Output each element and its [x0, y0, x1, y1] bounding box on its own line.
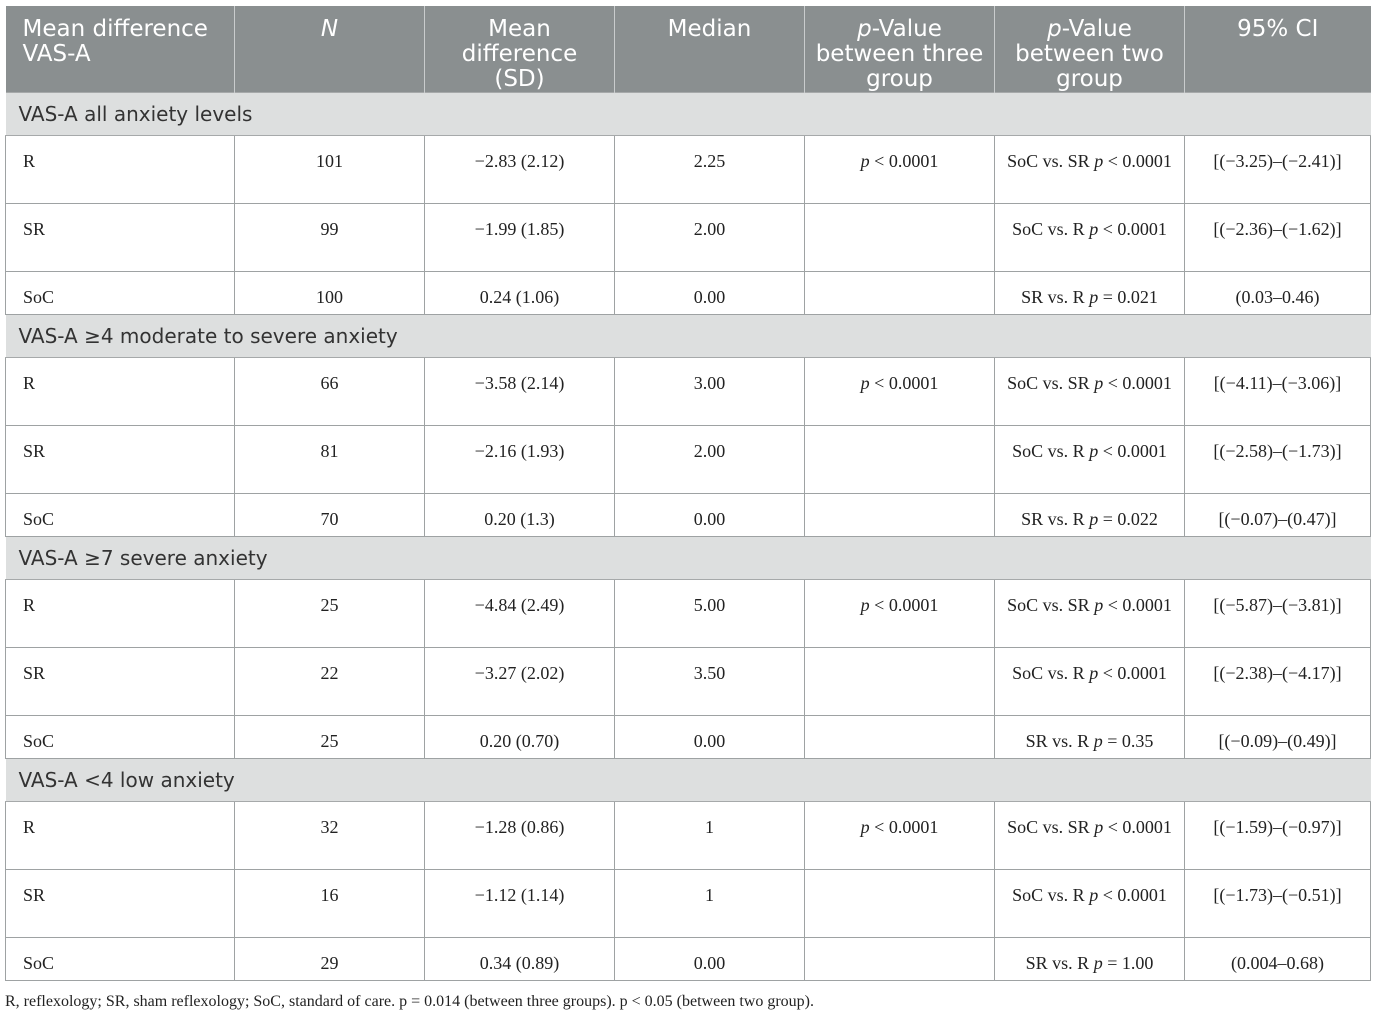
- header-95-ci: 95% CI: [1185, 6, 1371, 93]
- p-two-group-cell: SR vs. R p = 1.00: [995, 938, 1185, 981]
- mean-sd-cell: −2.83 (2.12): [425, 136, 615, 204]
- section-header-row: [6, 537, 1371, 580]
- median-cell: 0.00: [615, 938, 805, 981]
- median-cell: 2.00: [615, 426, 805, 494]
- table-row: [6, 358, 1371, 426]
- header-mean-difference-vas-a: Mean difference VAS-A: [6, 6, 235, 93]
- table-row: [6, 494, 1371, 537]
- group-cell: SoC: [6, 272, 235, 315]
- p-three-group-cell: p < 0.0001: [805, 136, 995, 204]
- n-cell: 22: [235, 648, 425, 716]
- p-three-group-cell: [805, 204, 995, 272]
- header-median: Median: [615, 6, 805, 93]
- mean-sd-cell: −2.16 (1.93): [425, 426, 615, 494]
- table-row: [6, 716, 1371, 759]
- median-cell: 5.00: [615, 580, 805, 648]
- header-p-value-three-group: p-Value between three group: [805, 6, 995, 93]
- ci-cell: [(−0.07)–(0.47)]: [1185, 494, 1371, 537]
- p-two-group-cell: SR vs. R p = 0.022: [995, 494, 1185, 537]
- section-header-row: [6, 315, 1371, 358]
- group-cell: SR: [6, 426, 235, 494]
- median-cell: 0.00: [615, 716, 805, 759]
- median-cell: 2.00: [615, 204, 805, 272]
- n-cell: 16: [235, 870, 425, 938]
- n-cell: 25: [235, 580, 425, 648]
- n-cell: 66: [235, 358, 425, 426]
- table-row: [6, 204, 1371, 272]
- group-cell: R: [6, 802, 235, 870]
- mean-sd-cell: −1.99 (1.85): [425, 204, 615, 272]
- header-mean-difference-sd: Mean difference (SD): [425, 6, 615, 93]
- table-row: [6, 136, 1371, 204]
- p-three-group-cell: [805, 716, 995, 759]
- p-three-group-cell: [805, 426, 995, 494]
- mean-sd-cell: −1.12 (1.14): [425, 870, 615, 938]
- median-cell: 1: [615, 802, 805, 870]
- ci-cell: [(−5.87)–(−3.81)]: [1185, 580, 1371, 648]
- p-three-group-cell: [805, 870, 995, 938]
- table-row: [6, 870, 1371, 938]
- mean-sd-cell: 0.20 (0.70): [425, 716, 615, 759]
- p-two-group-cell: SoC vs. SR p < 0.0001: [995, 802, 1185, 870]
- group-cell: SR: [6, 648, 235, 716]
- table-row: [6, 648, 1371, 716]
- section-header-row: [6, 759, 1371, 802]
- median-cell: 1: [615, 870, 805, 938]
- median-cell: 3.00: [615, 358, 805, 426]
- p-two-group-cell: SoC vs. SR p < 0.0001: [995, 358, 1185, 426]
- group-cell: R: [6, 358, 235, 426]
- p-three-group-cell: p < 0.0001: [805, 580, 995, 648]
- p-two-group-cell: SR vs. R p = 0.021: [995, 272, 1185, 315]
- mean-sd-cell: −4.84 (2.49): [425, 580, 615, 648]
- table-row: [6, 938, 1371, 981]
- p-two-group-cell: SoC vs. R p < 0.0001: [995, 870, 1185, 938]
- section-title: VAS-A <4 low anxiety: [6, 759, 1371, 802]
- p-three-group-cell: [805, 938, 995, 981]
- group-cell: SoC: [6, 716, 235, 759]
- table-footnote: R, reflexology; SR, sham reflexology; SoC, standard of care. p = 0.014 (between three groups). p < 0.05 (between two group).: [5, 993, 814, 1010]
- table-row: [6, 426, 1371, 494]
- table-row: [6, 580, 1371, 648]
- n-cell: 29: [235, 938, 425, 981]
- median-cell: 2.25: [615, 136, 805, 204]
- ci-cell: (0.03–0.46): [1185, 272, 1371, 315]
- median-cell: 0.00: [615, 494, 805, 537]
- p-three-group-cell: p < 0.0001: [805, 358, 995, 426]
- p-three-group-cell: [805, 494, 995, 537]
- p-two-group-cell: SoC vs. SR p < 0.0001: [995, 580, 1185, 648]
- n-cell: 81: [235, 426, 425, 494]
- ci-cell: [(−0.09)–(0.49)]: [1185, 716, 1371, 759]
- n-cell: 99: [235, 204, 425, 272]
- n-cell: 100: [235, 272, 425, 315]
- group-cell: SR: [6, 870, 235, 938]
- p-two-group-cell: SoC vs. SR p < 0.0001: [995, 136, 1185, 204]
- p-two-group-cell: SR vs. R p = 0.35: [995, 716, 1185, 759]
- p-two-group-cell: SoC vs. R p < 0.0001: [995, 648, 1185, 716]
- section-title: VAS-A ≥4 moderate to severe anxiety: [6, 315, 1371, 358]
- results-table: [5, 6, 1371, 981]
- mean-sd-cell: −1.28 (0.86): [425, 802, 615, 870]
- n-cell: 101: [235, 136, 425, 204]
- table-row: [6, 802, 1371, 870]
- header-row: [6, 6, 1371, 93]
- mean-sd-cell: 0.20 (1.3): [425, 494, 615, 537]
- group-cell: R: [6, 580, 235, 648]
- ci-cell: [(−1.59)–(−0.97)]: [1185, 802, 1371, 870]
- header-p-value-two-group: p-Value between two group: [995, 6, 1185, 93]
- p-two-group-cell: SoC vs. R p < 0.0001: [995, 426, 1185, 494]
- group-cell: SoC: [6, 494, 235, 537]
- median-cell: 0.00: [615, 272, 805, 315]
- p-three-group-cell: p < 0.0001: [805, 802, 995, 870]
- header-n: N: [235, 6, 425, 93]
- ci-cell: [(−4.11)–(−3.06)]: [1185, 358, 1371, 426]
- mean-sd-cell: 0.24 (1.06): [425, 272, 615, 315]
- p-three-group-cell: [805, 272, 995, 315]
- ci-cell: [(−2.38)–(−4.17)]: [1185, 648, 1371, 716]
- section-title: VAS-A all anxiety levels: [6, 93, 1371, 136]
- n-cell: 70: [235, 494, 425, 537]
- group-cell: SoC: [6, 938, 235, 981]
- p-two-group-cell: SoC vs. R p < 0.0001: [995, 204, 1185, 272]
- p-three-group-cell: [805, 648, 995, 716]
- mean-sd-cell: −3.27 (2.02): [425, 648, 615, 716]
- section-title: VAS-A ≥7 severe anxiety: [6, 537, 1371, 580]
- n-cell: 25: [235, 716, 425, 759]
- ci-cell: [(−2.36)–(−1.62)]: [1185, 204, 1371, 272]
- ci-cell: [(−2.58)–(−1.73)]: [1185, 426, 1371, 494]
- ci-cell: [(−3.25)–(−2.41)]: [1185, 136, 1371, 204]
- table-row: [6, 272, 1371, 315]
- ci-cell: [(−1.73)–(−0.51)]: [1185, 870, 1371, 938]
- section-header-row: [6, 93, 1371, 136]
- median-cell: 3.50: [615, 648, 805, 716]
- group-cell: R: [6, 136, 235, 204]
- mean-sd-cell: 0.34 (0.89): [425, 938, 615, 981]
- mean-sd-cell: −3.58 (2.14): [425, 358, 615, 426]
- ci-cell: (0.004–0.68): [1185, 938, 1371, 981]
- group-cell: SR: [6, 204, 235, 272]
- n-cell: 32: [235, 802, 425, 870]
